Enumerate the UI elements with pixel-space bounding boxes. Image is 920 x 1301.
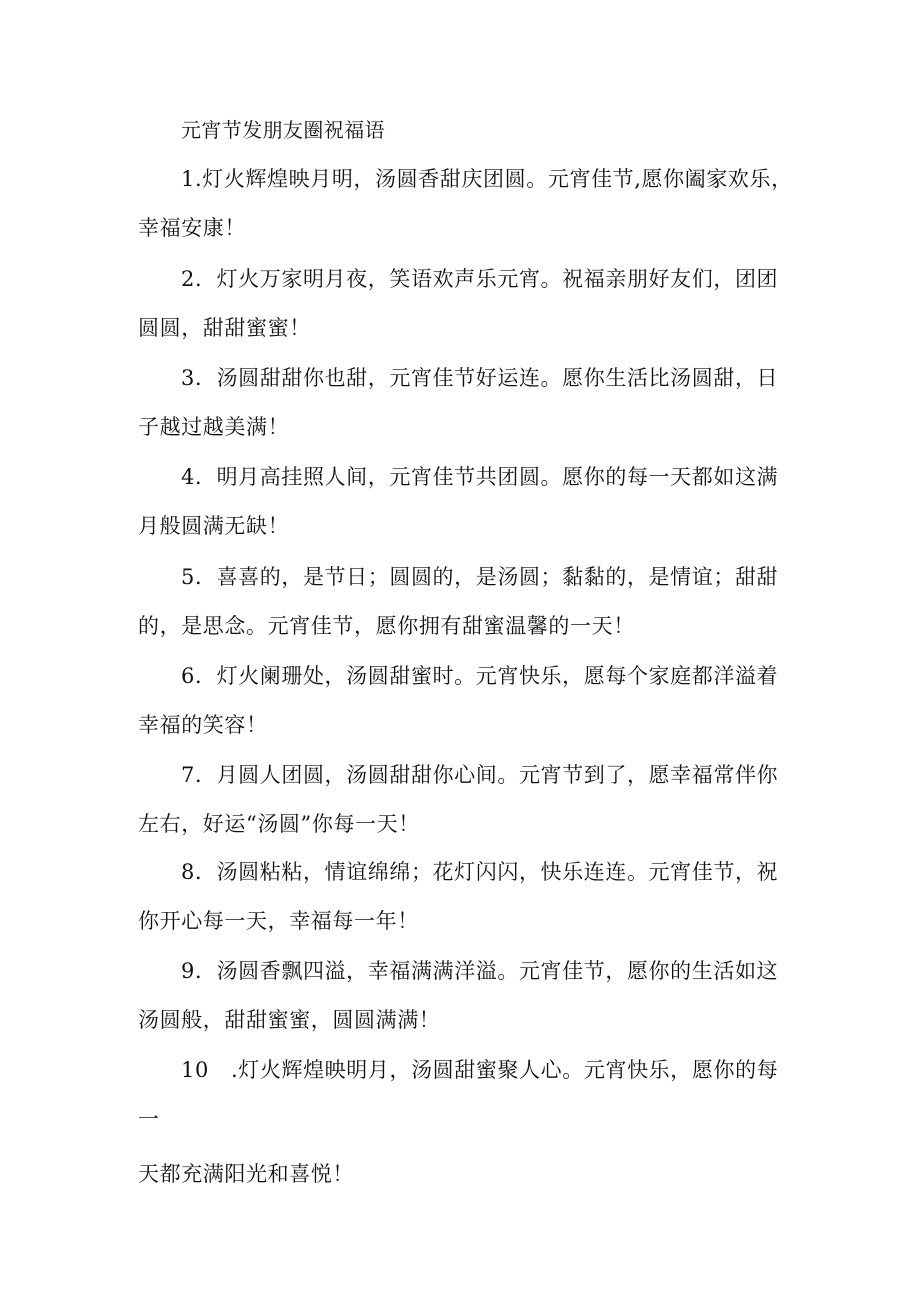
item-number: 4． (181, 465, 217, 489)
list-item-2-line-1 (181, 265, 778, 293)
item-text: 灯火万家明月夜，笑语欢声乐元宵。祝福亲朋好友们，团团 (216, 267, 779, 291)
item-number: 2． (181, 267, 217, 291)
item-number: 6． (181, 664, 217, 688)
list-item-3-line-2: 子越过越美满！ (138, 415, 290, 439)
list-item-2-line-2: 圆圆，甜甜蜜蜜！ (138, 316, 311, 340)
list-item-10-line-2: 一 (138, 1107, 160, 1131)
item-number: 9． (181, 959, 217, 983)
item-text: 汤圆粘粘，情谊绵绵；花灯闪闪，快乐连连。元宵佳节，祝 (216, 860, 779, 884)
item-text: 汤圆香飘四溢，幸福满满洋溢。元宵佳节，愿你的生活如这 (216, 959, 779, 983)
item-text: 明月高挂照人间，元宵佳节共团圆。愿你的每一天都如这满 (216, 465, 779, 489)
item-text: 灯火阑珊处，汤圆甜蜜时。元宵快乐，愿每个家庭都洋溢着 (216, 664, 779, 688)
item-text: 灯火辉煌映月明，汤圆香甜庆团圆。元宵佳节,愿你阖家欢乐， (202, 167, 793, 191)
list-item-5-line-1 (181, 563, 778, 591)
list-item-7-line-2: 左右，好运“汤圆”你每一天！ (138, 812, 420, 836)
list-item-9-line-2: 汤圆般，甜甜蜜蜜，圆圆满满！ (138, 1008, 441, 1032)
item-number: 5． (181, 565, 217, 589)
item-number: 8． (181, 860, 217, 884)
list-item-6-line-2: 幸福的笑容！ (138, 713, 268, 737)
list-item-10-line-3: 天都充满阳光和喜悦！ (138, 1162, 354, 1186)
list-item-9-line-1 (181, 957, 778, 985)
list-item-6-line-1 (181, 662, 778, 690)
list-item-10-line-1 (181, 1056, 778, 1084)
list-item-8-line-2: 你开心每一天，幸福每一年！ (138, 909, 419, 933)
item-text: 汤圆甜甜你也甜，元宵佳节好运连。愿你生活比汤圆甜，日 (216, 366, 779, 390)
list-item-4-line-1 (181, 463, 778, 491)
list-item-1-line-2: 幸福安康！ (138, 216, 246, 240)
item-number: 7． (181, 763, 217, 787)
list-item-3-line-1 (181, 364, 778, 392)
item-text: 月圆人团圆，汤圆甜甜你心间。元宵节到了，愿幸福常伴你 (216, 763, 779, 787)
item-number: 10 (181, 1058, 209, 1082)
list-item-7-line-1 (181, 761, 778, 789)
list-item-1-line-1 (181, 165, 793, 193)
document-title: 元宵节发朋友圈祝福语 (181, 118, 385, 142)
item-number: 1. (181, 167, 203, 191)
list-item-8-line-1 (181, 858, 778, 886)
list-item-5-line-2: 的，是思念。元宵佳节，愿你拥有甜蜜温馨的一天！ (138, 614, 635, 638)
item-text: 喜喜的，是节日；圆圆的，是汤圆；黏黏的，是情谊；甜甜 (216, 565, 779, 589)
item-text: .灯火辉煌映明月，汤圆甜蜜聚人心。元宵快乐，愿你的每 (231, 1058, 779, 1082)
list-item-4-line-2: 月般圆满无缺！ (138, 514, 290, 538)
item-number: 3． (181, 366, 217, 390)
